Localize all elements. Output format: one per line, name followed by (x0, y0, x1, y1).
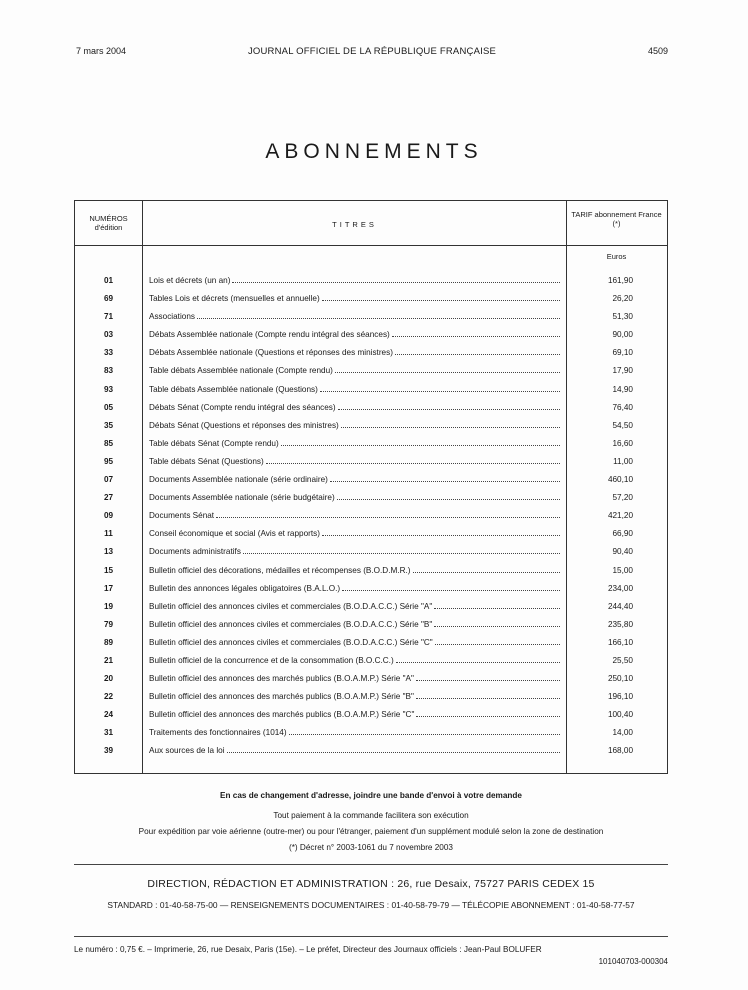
edition-number: 79 (103, 619, 114, 629)
column-header-titres: TITRES (332, 220, 377, 229)
title-cell (149, 330, 562, 339)
dot-leader (434, 620, 560, 627)
column-header-numeros: NUMÉROS d'édition (89, 214, 128, 232)
edition-number: 20 (103, 674, 114, 684)
price: 460,10 (607, 475, 633, 485)
edition-number: 09 (103, 511, 114, 521)
page-header (76, 46, 668, 60)
note-decree: (*) Décret n° 2003-1061 du 7 novembre 2003 (289, 843, 453, 852)
title-cell (149, 746, 562, 755)
divider (74, 864, 668, 865)
dot-leader (281, 439, 560, 446)
table-row (75, 489, 667, 507)
publication-title: Traitements des fonctionnaires (1014) (149, 728, 287, 738)
title-cell (149, 656, 562, 665)
header-page-number: 4509 (647, 46, 668, 56)
title-cell (149, 493, 562, 502)
price: 235,80 (607, 619, 633, 629)
table-row (75, 362, 667, 380)
page-title: ABONNEMENTS (265, 140, 483, 163)
price: 100,40 (607, 710, 633, 720)
edition-number: 01 (103, 276, 114, 285)
edition-number: 93 (103, 384, 114, 394)
title-cell (149, 312, 562, 321)
currency-label: Euros (606, 252, 627, 261)
dot-leader (337, 493, 560, 500)
edition-number: 69 (103, 294, 114, 304)
publication-title: Lois et décrets (un an) (149, 276, 231, 285)
edition-number: 35 (103, 420, 114, 430)
dot-leader (232, 276, 560, 283)
price: 161,90 (607, 276, 633, 285)
dot-leader (330, 475, 560, 482)
header-date: 7 mars 2004 (76, 46, 127, 56)
publication-title: Bulletin officiel des annonces civiles et commerciales (B.O.D.A.C.C.) Série "C" (149, 637, 433, 647)
price: 166,10 (607, 637, 633, 647)
table-body (75, 272, 667, 761)
column-header-tarif: TARIF abonnement France (*) (571, 210, 662, 228)
edition-number: 39 (103, 746, 114, 756)
publication-title: Bulletin officiel des annonces des marchés publics (B.O.A.M.P.) Série "A" (149, 674, 414, 684)
price: 54,50 (612, 420, 633, 430)
dot-leader (434, 602, 560, 609)
title-cell (149, 348, 562, 357)
publication-title: Table débats Sénat (Questions) (149, 456, 264, 466)
title-cell (149, 421, 562, 430)
table-row (75, 507, 667, 525)
edition-number: 24 (103, 710, 114, 720)
table-row (75, 417, 667, 435)
notes (74, 788, 668, 856)
dot-leader (416, 710, 560, 717)
publication-title: Conseil économique et social (Avis et rapports) (149, 529, 320, 539)
contact-numbers: STANDARD : 01-40-58-75-00 — RENSEIGNEMENTS DOCUMENTAIRES : 01-40-58-79-79 — TÉLÉCOPIE ABONNEMENT : 01-40-58-77-57 (107, 900, 635, 910)
price: 51,30 (612, 312, 633, 322)
price: 25,50 (612, 655, 633, 665)
dot-leader (227, 746, 560, 753)
dot-leader (396, 656, 560, 663)
price: 168,00 (607, 746, 633, 756)
dot-leader (322, 294, 560, 301)
dot-leader (322, 529, 560, 536)
table-row (75, 543, 667, 561)
header-divider (75, 245, 667, 246)
header-journal-name: JOURNAL OFFICIEL DE LA RÉPUBLIQUE FRANÇAISE (247, 46, 497, 57)
publication-title: Bulletin officiel des annonces des marchés publics (B.O.A.M.P.) Série "B" (149, 692, 414, 702)
direction-address: DIRECTION, RÉDACTION ET ADMINISTRATION : 26, rue Desaix, 75727 PARIS CEDEX 15 (147, 878, 595, 890)
title-cell (149, 276, 562, 285)
dot-leader (320, 385, 560, 392)
edition-number: 05 (103, 402, 114, 412)
dot-leader (435, 638, 560, 645)
edition-number: 71 (103, 312, 114, 322)
dot-leader (395, 348, 560, 355)
table-row (75, 724, 667, 742)
table-row (75, 580, 667, 598)
title-cell (149, 475, 562, 484)
publication-title: Débats Sénat (Questions et réponses des ministres) (149, 420, 339, 430)
publication-title: Tables Lois et décrets (mensuelles et annuelle) (149, 294, 320, 304)
dot-leader (416, 692, 560, 699)
publication-title: Bulletin officiel des annonces civiles et commerciales (B.O.D.A.C.C.) Série "A" (149, 601, 433, 611)
note-shipping: Pour expédition par voie aérienne (outre-mer) ou pour l'étranger, paiement d'un supplément modulé selon la zone de destination (138, 827, 604, 836)
table-row (75, 272, 667, 290)
table-row (75, 688, 667, 706)
publication-title: Aux sources de la loi (149, 746, 225, 756)
title-cell (149, 547, 562, 556)
publication-title: Documents Assemblée nationale (série budgétaire) (149, 493, 335, 503)
price: 69,10 (612, 348, 633, 358)
publication-title: Table débats Sénat (Compte rendu) (149, 438, 279, 448)
publication-title: Débats Assemblée nationale (Questions et réponses des ministres) (149, 348, 393, 358)
table-row (75, 381, 667, 399)
title-cell (149, 584, 562, 593)
price: 196,10 (607, 692, 633, 702)
table-row (75, 562, 667, 580)
publication-title: Débats Assemblée nationale (Compte rendu intégral des séances) (149, 330, 390, 340)
title-cell (149, 728, 562, 737)
title-cell (149, 602, 562, 611)
dot-leader (416, 674, 560, 681)
table-row (75, 706, 667, 724)
price: 250,10 (607, 674, 633, 684)
price: 76,40 (612, 402, 633, 412)
publication-title: Bulletin officiel des annonces des marchés publics (B.O.A.M.P.) Série "C" (149, 710, 415, 720)
dot-leader (342, 584, 560, 591)
title-cell (149, 710, 562, 719)
title-cell (149, 566, 562, 575)
table-row (75, 634, 667, 652)
publication-title: Bulletin officiel de la concurrence et de la consommation (B.O.C.C.) (149, 655, 394, 665)
title-cell (149, 366, 562, 375)
title-cell (149, 638, 562, 647)
title-cell (149, 511, 562, 520)
price: 57,20 (612, 493, 633, 503)
table-row (75, 453, 667, 471)
edition-number: 15 (103, 565, 114, 575)
edition-number: 07 (103, 475, 114, 485)
table-row (75, 471, 667, 489)
title-cell (149, 692, 562, 701)
table-row (75, 525, 667, 543)
price: 14,90 (612, 384, 633, 394)
footer-imprint: Le numéro : 0,75 €. – Imprimerie, 26, rue Desaix, Paris (15e). – Le préfet, Directeur des Journaux officiels : Jean-Paul BOLUFER (74, 945, 542, 954)
table-row (75, 616, 667, 634)
table-row (75, 308, 667, 326)
publication-title: Table débats Assemblée nationale (Questions) (149, 384, 318, 394)
edition-number: 83 (103, 366, 114, 376)
dot-leader (338, 403, 560, 410)
table-row (75, 290, 667, 308)
title-cell (149, 439, 562, 448)
table-row (75, 435, 667, 453)
price: 26,20 (612, 294, 633, 304)
publication-title: Documents administratifs (149, 547, 241, 557)
edition-number: 27 (103, 493, 114, 503)
footer-code: 101040703-000304 (598, 957, 668, 966)
note-payment: Tout paiement à la commande facilitera son exécution (273, 811, 469, 820)
table-row (75, 598, 667, 616)
table-row (75, 344, 667, 362)
price: 66,90 (612, 529, 633, 539)
table-row (75, 742, 667, 760)
title-cell (149, 403, 562, 412)
table-row (75, 399, 667, 417)
price: 14,00 (612, 728, 633, 738)
price: 421,20 (607, 511, 633, 521)
dot-leader (289, 728, 560, 735)
publication-title: Bulletin officiel des annonces civiles et commerciales (B.O.D.A.C.C.) Série "B" (149, 619, 433, 629)
price: 17,90 (612, 366, 633, 376)
subscription-table (74, 200, 668, 774)
dot-leader (413, 566, 560, 573)
dot-leader (197, 312, 560, 319)
title-cell (149, 294, 562, 303)
publication-title: Débats Sénat (Compte rendu intégral des séances) (149, 402, 336, 412)
table-row (75, 670, 667, 688)
price: 90,00 (612, 330, 633, 340)
dot-leader (243, 547, 560, 554)
edition-number: 22 (103, 692, 114, 702)
publication-title: Bulletin officiel des décorations, médailles et récompenses (B.O.D.M.R.) (149, 565, 411, 575)
table-row (75, 652, 667, 670)
price: 11,00 (613, 456, 633, 466)
publication-title: Documents Sénat (149, 511, 215, 521)
title-cell (149, 620, 562, 629)
dot-leader (216, 511, 560, 518)
edition-number: 03 (103, 330, 114, 340)
edition-number: 17 (103, 583, 114, 593)
price: 15,00 (612, 565, 633, 575)
dot-leader (392, 330, 560, 337)
title-cell (149, 385, 562, 394)
edition-number: 13 (103, 547, 114, 557)
edition-number: 89 (103, 637, 114, 647)
edition-number: 85 (103, 438, 114, 448)
price: 244,40 (607, 601, 633, 611)
table-row (75, 326, 667, 344)
dot-leader (335, 366, 560, 373)
title-cell (149, 457, 562, 466)
edition-number: 21 (103, 655, 114, 665)
price: 90,40 (612, 547, 633, 557)
edition-number: 33 (103, 348, 114, 358)
title-cell (149, 674, 562, 683)
edition-number: 11 (104, 529, 113, 539)
divider (74, 936, 668, 937)
price: 234,00 (607, 583, 633, 593)
edition-number: 95 (103, 456, 114, 466)
publication-title: Table débats Assemblée nationale (Compte rendu) (149, 366, 333, 376)
edition-number: 31 (103, 728, 114, 738)
publication-title: Associations (149, 312, 195, 322)
publication-title: Bulletin des annonces légales obligatoires (B.A.L.O.) (149, 583, 341, 593)
edition-number: 19 (103, 601, 114, 611)
note-change-address: En cas de changement d'adresse, joindre une bande d'envoi à votre demande (220, 791, 522, 800)
dot-leader (266, 457, 560, 464)
price: 16,60 (612, 438, 633, 448)
publication-title: Documents Assemblée nationale (série ordinaire) (149, 475, 328, 485)
title-cell (149, 529, 562, 538)
dot-leader (341, 421, 560, 428)
